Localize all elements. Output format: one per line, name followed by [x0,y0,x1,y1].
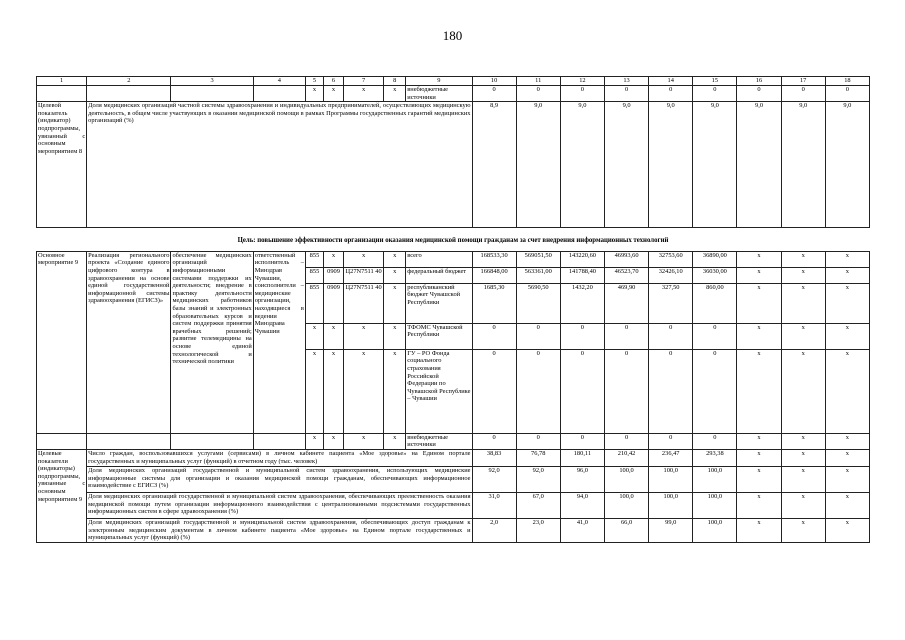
indicator-8-row [37,102,870,228]
value-cell: 9,0 [737,102,781,228]
value-cell: х [825,267,869,283]
value-cell: 8,9 [472,102,516,228]
value-cell: х [737,283,781,323]
page-number: 180 [442,28,463,43]
value-cell: 9,0 [649,102,693,228]
kbk-cell: х [305,349,323,433]
value-cell: 166848,00 [472,267,516,283]
indicator-9-label: Целевые показатели (индикаторы) подпрограммы, увязанные с основным мероприятием 9 [37,449,87,542]
kbk-cell: х [384,86,406,102]
value-cell: х [737,251,781,267]
event-9-label: Основное мероприятие 9 [37,251,87,433]
value-cell: 236,47 [649,449,693,466]
value-cell: х [781,349,825,433]
value-cell: 100,0 [693,518,737,542]
kbk-cell: х [344,323,384,349]
indicator-8-text: Доля медицинских организаций частной системы здравоохранения и индивидуальных предпринимателей, осуществляющих медицинскую деятельность, в общем числе участвующих в оказании медицинской помощи в рамках Программы государственных гарантий медицинских организаций (%) [87,102,472,228]
kbk-cell: х [344,86,384,102]
header-cell: 9 [406,77,472,86]
funding-source: всего [406,251,472,267]
indicator-9-row [37,492,870,518]
value-cell: 1685,30 [472,283,516,323]
header-cell: 5 [305,77,323,86]
indicator-9-text: Доля медицинских организаций государственной и муниципальной систем здравоохранения, использующих медицинские информационные системы для организации и оказания медицинской помощи гражданам, обеспечивающих информационное взаимодействие с ЕГИСЗ (%) [87,466,472,492]
value-cell: 38,83 [472,449,516,466]
value-cell: 31,0 [472,492,516,518]
value-cell: 5690,50 [516,283,560,323]
header-cell: 2 [87,77,171,86]
value-cell: 41,0 [560,518,604,542]
kbk-cell: х [324,86,344,102]
header-cell: 4 [253,77,305,86]
value-cell: 0 [693,86,737,102]
value-cell: 0 [604,86,648,102]
kbk-cell: 0909 [324,267,344,283]
value-cell: 36890,00 [693,251,737,267]
value-cell: 99,0 [649,518,693,542]
value-cell: х [825,349,869,433]
value-cell: 0 [604,323,648,349]
value-cell: х [781,449,825,466]
value-cell: 100,0 [604,492,648,518]
value-cell: 860,00 [693,283,737,323]
value-cell: 100,0 [604,466,648,492]
indicator-9-row [37,466,870,492]
funding-source: внебюджетные источники [406,86,472,102]
header-row [37,77,870,86]
value-cell: 0 [560,323,604,349]
value-cell: 0 [737,86,781,102]
value-cell: 0 [472,433,516,449]
value-cell: 1432,20 [560,283,604,323]
indicator-8-label: Целевой показатель (индикатор) подпрограммы, увязанный с основным мероприятием 8 [37,102,87,228]
value-cell: 0 [649,86,693,102]
kbk-cell: Ц27N7511 40 [344,283,384,323]
value-cell: х [737,323,781,349]
indicator-9-text: Доля медицинских организаций государственной и муниципальной систем здравоохранения, обеспечивающих преемственность оказания медицинской помощи путем организации информационного взаимодействия с централизованными подсистемами государственных информационных систем в сфере здравоохранения (%) [87,492,472,518]
value-cell: х [737,349,781,433]
value-cell: 0 [781,86,825,102]
value-cell: 9,0 [516,102,560,228]
value-cell: 0 [604,349,648,433]
header-cell: 16 [737,77,781,86]
value-cell: х [781,323,825,349]
value-cell: 92,0 [472,466,516,492]
kbk-cell: х [324,323,344,349]
header-cell: 18 [825,77,869,86]
kbk-cell: х [344,433,384,449]
kbk-cell: х [324,251,344,267]
kbk-cell: х [305,433,323,449]
value-cell: 0 [649,349,693,433]
value-cell: 0 [560,349,604,433]
value-cell: 327,50 [649,283,693,323]
value-cell: х [781,433,825,449]
event-9-name: Реализация регионального проекта «Создание единого цифрового контура в здравоохранении на основе единой государственной информационной системы здравоохранения (ЕГИСЗ)» [87,251,171,433]
value-cell: 143220,60 [560,251,604,267]
value-cell: 23,0 [516,518,560,542]
value-cell: 46523,70 [604,267,648,283]
value-cell: 0 [516,86,560,102]
value-cell: 100,0 [649,466,693,492]
indicator-9-text: Число граждан, воспользовавшихся услугами (сервисами) в личном кабинете пациента «Мое здоровье» на Едином портале государственных и муниципальных услуг (функций) в отчетном году (тыс. человек) [88,449,471,465]
event-9-funding-row [37,251,870,267]
value-cell: 0 [604,433,648,449]
value-cell: 0 [472,349,516,433]
value-cell: 0 [649,433,693,449]
kbk-cell: х [384,267,406,283]
kbk-cell: 855 [305,251,323,267]
kbk-cell: х [384,433,406,449]
indicator-9-text: Доля медицинских организаций государственной и муниципальной систем здравоохранения, обеспечивающих доступ гражданам к электронным медицинским документам в личном кабинете пациента «Мое здоровье» на Едином портале государственных и муниципальных услуг (функций) (%) [88,518,471,542]
value-cell: х [825,466,869,492]
value-cell: 0 [649,323,693,349]
kbk-cell: х [384,323,406,349]
kbk-cell: Ц27N7511 40 [344,267,384,283]
value-cell: 0 [472,323,516,349]
value-cell: 469,90 [604,283,648,323]
value-cell: 0 [516,323,560,349]
value-cell: 0 [693,349,737,433]
header-cell: 7 [344,77,384,86]
value-cell: 94,0 [560,492,604,518]
event-9-funding-row [37,433,870,449]
value-cell: 0 [560,86,604,102]
header-cell: 3 [171,77,253,86]
kbk-cell: 855 [305,283,323,323]
funding-source: ТФОМС Чувашской Республики [406,323,472,349]
value-cell: 9,0 [825,102,869,228]
value-cell: 100,0 [693,466,737,492]
top-continuation-row [37,86,870,102]
value-cell: 9,0 [604,102,648,228]
value-cell: х [825,492,869,518]
kbk-cell: х [384,349,406,433]
kbk-cell: 855 [305,267,323,283]
value-cell: 96,0 [560,466,604,492]
header-cell: 1 [37,77,87,86]
program-table [36,76,870,543]
header-cell: 12 [560,77,604,86]
program-table-wrapper [36,76,870,543]
value-cell: 0 [560,433,604,449]
indicator-9-row [37,449,870,466]
value-cell: 0 [693,433,737,449]
value-cell: 67,0 [516,492,560,518]
event-9-executor: ответственный исполнитель – Минздрав Чувашии, соисполнители – медицинские организации, находящиеся в ведении Минздрава Чувашии [253,251,305,433]
kbk-cell: х [344,349,384,433]
kbk-cell: х [324,433,344,449]
event-9-task: обеспечение медицинских организаций информационными системами поддержки их деятельности; внедрение в практику деятельности медицинских работников базы знаний и электронных образовательных курсов и систем поддержки принятия врачебных решений; развитие телемедицины на основе единой технологической и технической политики [171,251,253,433]
value-cell: 76,78 [516,449,560,466]
value-cell: 141788,40 [560,267,604,283]
header-cell: 14 [649,77,693,86]
funding-source: ГУ – РО Фонда социального страхования Российской Федерации по Чувашской Республике – Чувашии [406,349,472,433]
header-cell: 6 [324,77,344,86]
value-cell: 100,0 [649,492,693,518]
value-cell: 2,0 [472,518,516,542]
value-cell: 0 [825,86,869,102]
value-cell: 0 [516,349,560,433]
value-cell: 9,0 [693,102,737,228]
value-cell: х [825,251,869,267]
value-cell: 32426,10 [649,267,693,283]
value-cell: 168533,30 [472,251,516,267]
value-cell: х [781,283,825,323]
value-cell: х [781,466,825,492]
value-cell: 180,11 [560,449,604,466]
value-cell: х [737,518,781,542]
goal-heading: Цель: повышение эффективности организации оказания медицинской помощи гражданам за счет внедрения информационных технологий [237,237,669,245]
header-cell: 11 [516,77,560,86]
value-cell: х [737,449,781,466]
value-cell: 210,42 [604,449,648,466]
goal-row [37,228,870,252]
value-cell: 0 [693,323,737,349]
value-cell: 9,0 [781,102,825,228]
value-cell: 66,0 [604,518,648,542]
value-cell: х [781,492,825,518]
value-cell: 100,0 [693,492,737,518]
kbk-cell: х [305,86,323,102]
value-cell: 92,0 [516,466,560,492]
kbk-cell: х [324,349,344,433]
kbk-cell: х [344,251,384,267]
value-cell: 46993,60 [604,251,648,267]
value-cell: х [737,492,781,518]
funding-source: федеральный бюджет [406,267,472,283]
indicator-9-row [37,518,870,542]
value-cell: х [737,267,781,283]
header-cell: 17 [781,77,825,86]
value-cell: х [825,433,869,449]
funding-source: республиканский бюджет Чувашской Республики [406,283,472,323]
kbk-cell: 0909 [324,283,344,323]
value-cell: х [781,251,825,267]
value-cell: х [825,283,869,323]
value-cell: 293,38 [693,449,737,466]
value-cell: х [781,267,825,283]
value-cell: х [737,433,781,449]
value-cell: х [737,466,781,492]
value-cell: х [825,449,869,466]
table-body [37,77,870,543]
value-cell: 36030,00 [693,267,737,283]
value-cell: 9,0 [560,102,604,228]
header-cell: 8 [384,77,406,86]
value-cell: 569051,50 [516,251,560,267]
value-cell: 0 [472,86,516,102]
value-cell: 563361,00 [516,267,560,283]
funding-source: внебюджетные источники [406,433,472,449]
kbk-cell: х [305,323,323,349]
value-cell: х [781,518,825,542]
value-cell: х [825,518,869,542]
value-cell: 0 [516,433,560,449]
header-cell: 15 [693,77,737,86]
value-cell: х [825,323,869,349]
value-cell: 32753,60 [649,251,693,267]
header-cell: 10 [472,77,516,86]
header-cell: 13 [604,77,648,86]
kbk-cell: х [384,251,406,267]
kbk-cell: х [384,283,406,323]
